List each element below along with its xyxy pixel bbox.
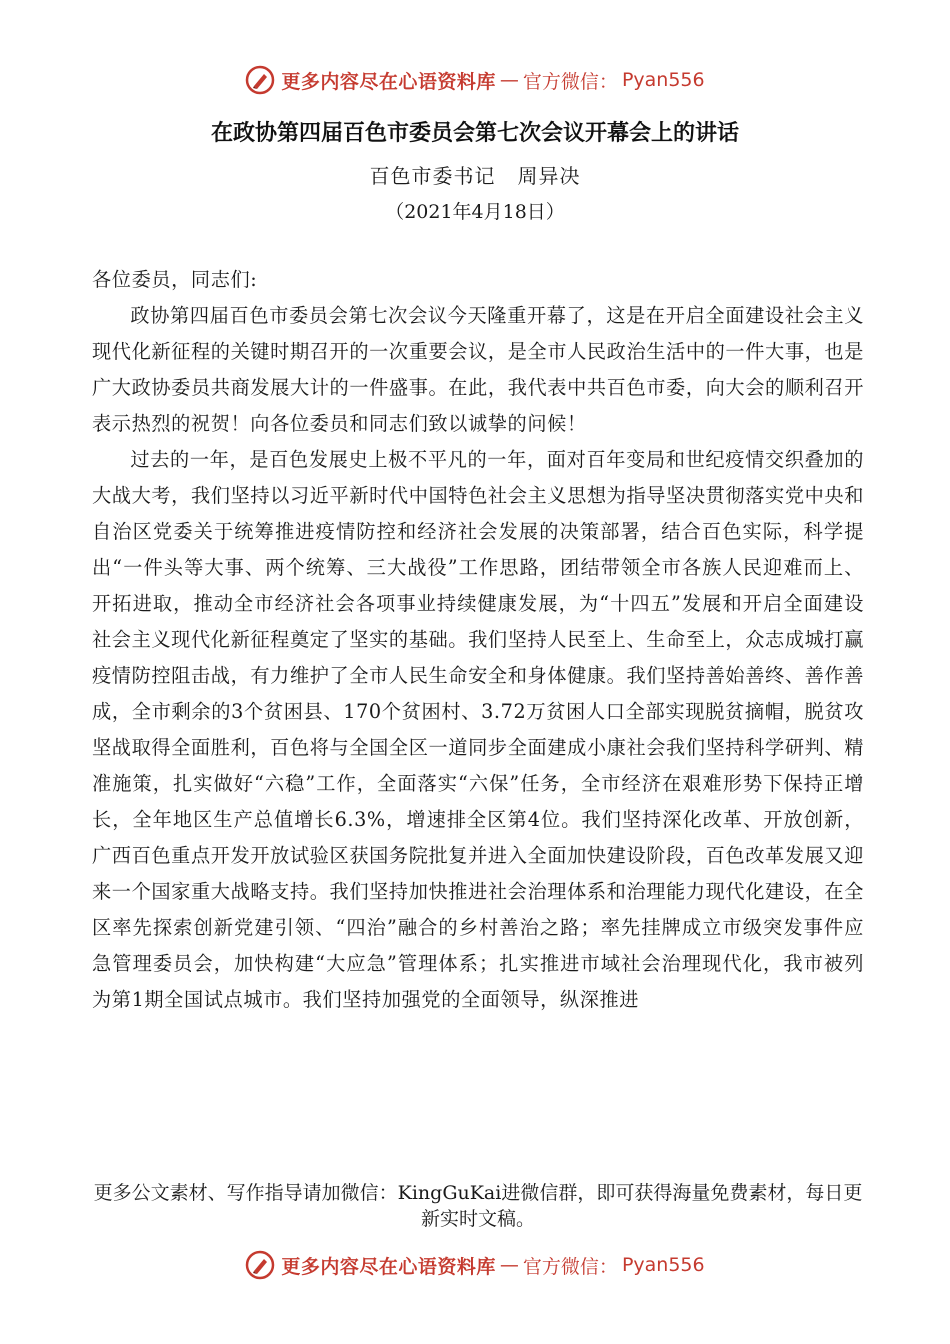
watermark-wechat-id: Pyan556 xyxy=(621,1254,705,1276)
watermark-separator: — xyxy=(499,1254,519,1276)
watermark-separator: — xyxy=(499,69,519,91)
watermark-text: 更多内容尽在心语资料库 xyxy=(281,1255,496,1278)
pen-logo-icon xyxy=(245,65,275,95)
salutation: 各位委员，同志们: xyxy=(92,268,258,291)
watermark-footer xyxy=(0,1245,950,1285)
paragraph: 政协第四届百色市委员会第七次会议今天隆重开幕了，这是在开启全面建设社会主义现代化新征程的关键时期召开的一次重要会议，是全市人民政治生活中的一件大事，也是广大政协委员共商发展大计的一件盛事。在此，我代表中共百色市委，向大会的顺利召开表示热烈的祝贺！向各位委员和同志们致以诚挚的问候！ xyxy=(92,304,864,435)
document-body xyxy=(92,262,864,1018)
watermark-header xyxy=(0,60,950,100)
paragraph: 过去的一年，是百色发展史上极不平凡的一年，面对百年变局和世纪疫情交织叠加的大战大考，我们坚持以习近平新时代中国特色社会主义思想为指导坚决贯彻落实党中央和自治区党委关于统筹推进疫情防控和经济社会发展的决策部署，结合百色实际，科学提出“一件头等大事、两个统筹、三大战役”工作思路，团结带领全市各族人民迎难而上、开拓进取，推动全市经济社会各项事业持续健康发展，为“十四五”发展和开启全面建设社会主义现代化新征程奠定了坚实的基础。我们坚持人民至上、生命至上，众志成城打赢疫情防控阻击战，有力维护了全市人民生命安全和身体健康。我们坚持善始善终、善作善成，全市剩余的3个贫困县、170个贫困村、3.72万贫困人口全部实现脱贫摘帽，脱贫攻坚战取得全面胜利，百色将与全国全区一道同步全面建成小康社会我们坚持科学研判、精准施策，扎实做好“六稳”工作，全面落实“六保”任务，全市经济在艰难形势下保持正增长，全年地区生产总值增长6.3%，增速排全区第4位。我们坚持深化改革、开放创新，广西百色重点开发开放试验区获国务院批复并进入全面加快建设阶段，百色改革发展又迎来一个国家重大战略支持。我们坚持加快推进社会治理体系和治理能力现代化建设，在全区率先探索创新党建引领、“四治”融合的乡村善治之路；率先挂牌成立市级突发事件应急管理委员会，加快构建“大应急”管理体系；扎实推进市域社会治理现代化，我市被列为第1期全国试点城市。我们坚持加强党的全面领导，纵深推进 xyxy=(92,448,864,1011)
document-title: 在政协第四届百色市委员会第七次会议开幕会上的讲话 xyxy=(210,120,739,146)
pen-logo-icon xyxy=(245,1250,275,1280)
watermark-label: 官方微信： xyxy=(522,1255,618,1278)
watermark-text: 更多内容尽在心语资料库 xyxy=(281,70,496,93)
document-author xyxy=(0,160,950,189)
footer-note: 更多公文素材、写作指导请加微信：KingGuKai进微信群，即可获得海量免费素材，每日更新实时文稿。 xyxy=(93,1182,863,1230)
author-name: 周异决 xyxy=(517,164,581,188)
author-role: 百色市委书记 xyxy=(369,164,496,188)
watermark-label: 官方微信： xyxy=(522,70,618,93)
watermark-wechat-id: Pyan556 xyxy=(621,69,705,91)
document-date: （2021年4月18日） xyxy=(385,201,565,223)
